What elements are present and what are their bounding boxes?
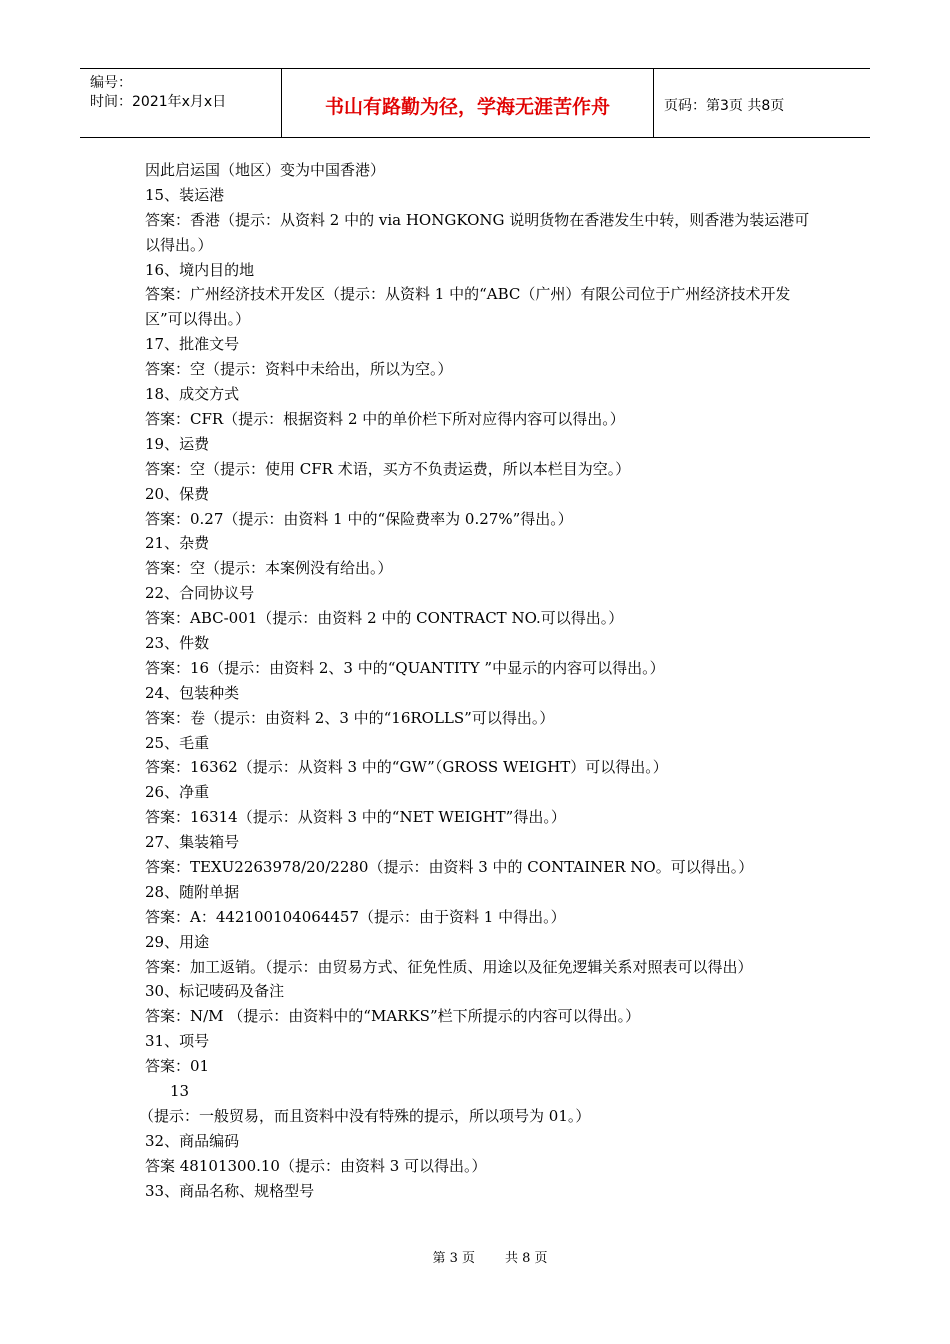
question-heading: 29、用途 (145, 932, 210, 951)
question-heading: 22、合同协议号 (145, 584, 255, 603)
question-heading: 27、集装箱号 (145, 833, 240, 852)
question-heading: 21、杂费 (145, 534, 210, 553)
doc-time-label: 时间：2021年x月x日 (90, 94, 227, 110)
answer-line: 13 (170, 1082, 190, 1101)
question-heading: 18、成交方式 (145, 385, 240, 404)
page-footer (0, 1247, 950, 1266)
question-heading: 28、随附单据 (145, 882, 240, 901)
answer-line: 答案：N/M （提示：由资料中的“MARKS”栏下所提示的内容可以得出。） (145, 1007, 641, 1026)
question-heading: 23、件数 (145, 633, 210, 652)
answer-line: 答案：16314（提示：从资料 3 中的“NET WEIGHT”得出。） (145, 808, 566, 827)
answer-line: 答案 48101300.10（提示：由资料 3 可以得出。） (145, 1156, 487, 1175)
answer-line: 答案：空（提示：资料中未给出，所以为空。） (145, 360, 453, 379)
question-heading: 24、包装种类 (145, 683, 240, 702)
answer-line: 答案：广州经济技术开发区（提示：从资料 1 中的“ABC（广州）有限公司位于广州经济技术开发区”可以得出。） (145, 285, 791, 329)
footer-page-number: 第 3 页 (432, 1251, 475, 1266)
answer-line: 答案：01 (145, 1057, 210, 1076)
question-heading: 25、毛重 (145, 733, 210, 752)
header-motto-cell (282, 69, 654, 137)
hint-line: （提示：一般贸易，而且资料中没有特殊的提示，所以项号为 01。） (139, 1106, 591, 1125)
question-heading: 26、净重 (145, 783, 210, 802)
footer-page-total: 共 8 页 (505, 1251, 548, 1266)
doc-number-label: 编号： (90, 75, 132, 91)
answer-line: 答案：0.27（提示：由资料 1 中的“保险费率为 0.27%”得出。） (145, 509, 573, 528)
answer-line: 答案：CFR（提示：根据资料 2 中的单价栏下所对应得内容可以得出。） (145, 409, 625, 428)
question-heading: 30、标记唛码及备注 (145, 982, 285, 1001)
question-heading: 33、商品名称、规格型号 (145, 1181, 315, 1200)
answer-line: 答案：TEXU2263978/20/2280（提示：由资料 3 中的 CONTAINER NO。可以得出。） (145, 858, 754, 876)
answer-line: 答案：ABC-001（提示：由资料 2 中的 CONTRACT NO.可以得出。） (145, 609, 624, 628)
question-heading: 17、批准文号 (145, 335, 240, 354)
header-page-label: 页码：第3页 共8页 (664, 98, 785, 114)
question-heading: 32、商品编码 (145, 1131, 240, 1150)
header-motto: 书山有路勤为径，学海无涯苦作舟 (324, 96, 610, 118)
question-heading: 31、项号 (145, 1032, 210, 1051)
question-heading: 20、保费 (145, 484, 210, 503)
answer-line: 答案：卷（提示：由资料 2、3 中的“16ROLLS”可以得出。） (145, 708, 555, 727)
answer-line: 答案：香港（提示：从资料 2 中的 via HONGKONG 说明货物在香港发生中转，则香港为装运港可以得出。） (145, 210, 810, 254)
answer-line: 答案：加工返销。（提示：由贸易方式、征免性质、用途以及征免逻辑关系对照表可以得出） (145, 957, 753, 976)
document-body (139, 158, 810, 1203)
question-heading: 15、装运港 (145, 185, 225, 204)
answer-line: 答案：空（提示：本案例没有给出。） (145, 559, 393, 578)
text-line: 因此启运国（地区）变为中国香港） (145, 161, 386, 179)
header-page-cell (654, 69, 870, 137)
answer-line: 答案：16362（提示：从资料 3 中的“GW”（GROSS WEIGHT）可以得出。） (145, 758, 668, 777)
answer-line: 答案：16（提示：由资料 2、3 中的“QUANTITY ”中显示的内容可以得出。） (145, 658, 665, 677)
header-meta-cell (80, 69, 282, 137)
page-header (80, 68, 870, 138)
answer-line: 答案：A：442100104064457（提示：由于资料 1 中得出。） (145, 907, 566, 926)
question-heading: 16、境内目的地 (145, 260, 255, 279)
question-heading: 19、运费 (145, 434, 210, 453)
answer-line: 答案：空（提示：使用 CFR 术语，买方不负责运费，所以本栏目为空。） (145, 459, 631, 478)
